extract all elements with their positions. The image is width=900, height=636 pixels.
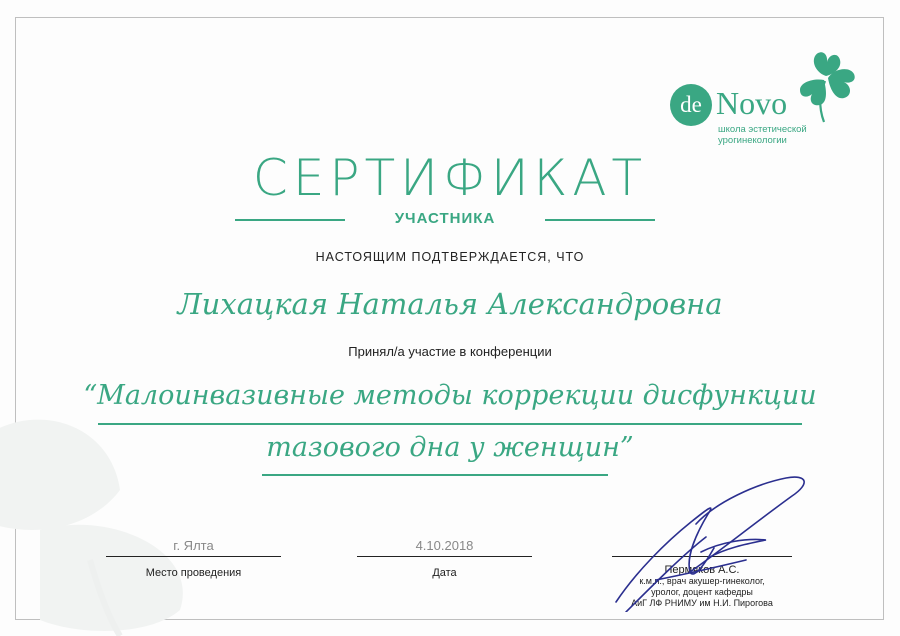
subtitle-rule-right: [545, 219, 655, 221]
signer-title-line-1: к.м.н., врач акушер-гинеколог,: [639, 576, 765, 586]
participant-name: Лихацкая Наталья Александровна: [177, 287, 723, 321]
signer-title-line-3: АиГ ЛФ РНИМУ им Н.И. Пирогова: [631, 598, 773, 608]
accepted-text: Принял/а участие в конференции: [348, 344, 552, 359]
certificate-title: СЕРТИФИКАТ: [252, 149, 648, 207]
date-field: [357, 538, 532, 579]
conference-title-line-2: тазового дна у женщин”: [266, 432, 634, 463]
place-field: [106, 538, 281, 579]
certificate-subtitle: УЧАСТНИКА: [394, 210, 496, 227]
signer-name: Пермяков А.С.: [664, 564, 740, 576]
logo-mark: de: [670, 84, 712, 126]
confirm-text: НАСТОЯЩИМ ПОДТВЕРЖДАЕТСЯ, ЧТО: [315, 250, 585, 264]
date-value: 4.10.2018: [415, 538, 474, 553]
place-caption: Место проведения: [145, 567, 242, 580]
logo-wordmark: Novo: [716, 85, 788, 121]
place-line: [106, 556, 281, 557]
handwritten-signature: [596, 462, 816, 612]
background-clover-watermark: [0, 380, 220, 636]
subtitle-row: [235, 206, 655, 232]
conference-underline-2: [262, 474, 608, 476]
clover-icon: [794, 48, 860, 128]
denovo-logo: [668, 48, 868, 148]
conference-title-line-1: “Малоинвазивные методы коррекции дисфункции: [83, 380, 817, 411]
logo-subtitle: школа эстетической урогинекологии: [718, 124, 807, 146]
date-caption: Дата: [432, 567, 457, 580]
date-line: [357, 556, 532, 557]
conference-underline-1: [98, 423, 802, 425]
signer-title-line-2: уролог, доцент кафедры: [651, 587, 753, 597]
place-value: г. Ялта: [173, 538, 214, 553]
